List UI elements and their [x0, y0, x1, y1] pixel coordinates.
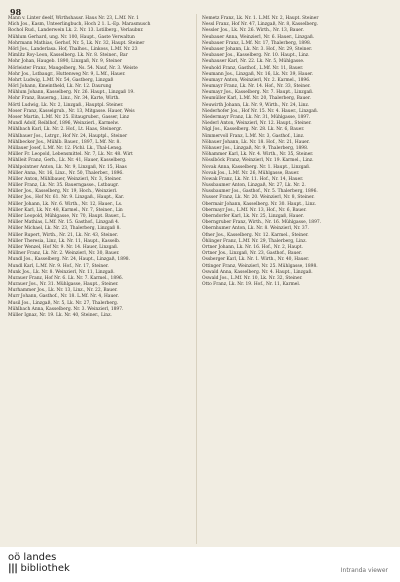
directory-entry: Neumayr Jos., Kasselberg. Nr. 7. Haupt., Linzgaß.	[202, 90, 314, 96]
directory-entry: Neubauer Johann, Lk. Nr. 3. Hof., Nr. 29, Steiner.	[202, 46, 313, 52]
directory-entry: Murauer Franz, Hof Nr. 6. Lk. Nr. 7. Karmel., 1896.	[8, 275, 124, 281]
directory-entry: Mühlbauer Jos., Lstrgr., Hof Nr. 24, Hauptpl., Steiner	[8, 133, 128, 139]
directory-entry: Nessler Jos., Lk. Nr. 26. Wirth., Nr. 13, Bauer.	[202, 28, 304, 34]
logo-line-1: oö landes	[8, 552, 57, 563]
directory-entry: Niedermayr Franz, Lk. Nr. 31, Mühlgasse, 1897.	[202, 115, 311, 120]
directory-entry: Neubauer Jos., Kasselberg. Nr. 10. Haupt., Linz.	[202, 53, 310, 59]
left-column	[8, 16, 198, 319]
directory-entry: Obernhumer Anton, Lk. Nr. 8. Weinzierl, Nr. 37.	[202, 226, 309, 232]
directory-entry: Rochol Rud., Landerwein Lk. 2. Nr. 13. Lstilberg., Verlaubnr.	[8, 28, 144, 34]
directory-entry: Mundl Adolf, Reiblhof, 1896, Weinzierl., Karmelw.	[8, 121, 120, 127]
directory-entry: Nimmervoll Franz, L.Mf. Nr. 3, Gasthof., Linz.	[202, 133, 305, 139]
directory-entry: Müller Fr. Leopold, Lebensmittel. Nr. 7, Lk. Nr. 48. Wirt	[8, 152, 133, 158]
directory-entry: Neubauer Anna, Weinzierl, Nr. 6. Hauer., Linzgaß.	[202, 34, 315, 40]
directory-entry: Nemetz Franz, Lk. Nr. 1. L.Mf. Nr. 2, Haupt. Steiner	[202, 16, 319, 21]
directory-entry: Mörtl Ludwig, Lk. Nr. 2, Linzgaß., Hauptpl. Steiner.	[8, 102, 124, 108]
directory-entry: Mühlbach Karl, Lk. Nr. 2. Hof., Lt. Haas, Steinergr.	[8, 127, 122, 133]
directory-entry: Müller Mathias, L.Mf. Nr. 15. Gasthof., Linzgaß 4.	[8, 220, 120, 226]
directory-entry: Ottinger Franz, Weinzierl, Nr. 25. Mühlgasse, 1898.	[202, 263, 318, 269]
directory-entry: Obermair Johann, Kasselberg. Nr. 30. Haupt., Linz.	[202, 201, 317, 207]
directory-entry: Neumayr Franz, Lk. Nr. 14. Hof., Nr. 33, Steiner.	[202, 84, 311, 90]
right-column	[202, 16, 392, 288]
directory-entry: Murr Johann, Gasthof., Nr. 18. L.Mf. Nr. 4, Hauer.	[8, 294, 119, 300]
directory-entry: Müller Jos., Kasselberg, Nr. 19, Hoch., Weinzierl.	[8, 189, 118, 195]
directory-entry: Mohr Johan, Haugeb. 1890, Linzgaß, Nr. 9, Steiner	[8, 59, 122, 65]
directory-entry: Murhammer Jos., Lk. Nr. 13, Linz., Nr. 22, Bauer.	[8, 288, 118, 294]
directory-entry: Müller Ignaz, Nr. 19. Lk. Nr. 40, Steiner., Linz.	[8, 313, 112, 318]
directory-entry: Mühlum Johann, Kasselberg. Nr. 26. Haupt., Linzgaß 19.	[8, 90, 135, 96]
viewer-label[interactable]: Intranda viewer	[340, 567, 388, 574]
directory-entry: Mühlpointner Anton, Lk. Nr. 9, Linzgaß, Nr. 15, Haas	[8, 164, 127, 170]
directory-entry: Moser Martin, L.Mf. Nr. 25. Eitaugruber., Gasser, Linz	[8, 115, 130, 120]
column-divider	[196, 14, 197, 544]
footer-bar	[0, 547, 400, 582]
directory-entry: Moser Franz, Kasselgrub., Nr. 13, Mitgasse. Hauer, Weis	[8, 108, 135, 114]
directory-entry: Nigl Jos., Kasselberg. Nr. 28. Lk. Nr. 6, Bauer.	[202, 127, 305, 133]
directory-entry: Mich Jos., Kasm, Unteerlingbuch, Hoch 2 1. L.-Ep. Marasmusch	[8, 22, 151, 28]
directory-entry: Oswald Jos., L.Mf. Nr. 10, Lk. Nr. 32, Steiner.	[202, 275, 303, 281]
directory-entry: Mühlbach Anna, Kasselberg. Nr. 3. Weinzierl, 1897.	[8, 306, 124, 312]
directory-entry: Mohr Franz, Bauerng., Linz., Nr. 34, Karte, Wirth.	[8, 96, 120, 102]
directory-entry: Nussbaumer Jos., Gasthof., Nr. 5. Thalerberg, 1896.	[202, 189, 318, 195]
directory-entry: Ofner Jos., Kasselberg. Nr. 12. Karmel., Steiner.	[202, 232, 309, 238]
directory-entry: Mundl Jos., Kasselberg. Nr. 24, Haupt., Linzgaß, 1898.	[8, 257, 130, 263]
directory-entry: Müller Leopold, Mühlgasse, Nr. 70, Haupt. Bauer., L.	[8, 214, 127, 219]
directory-entry: Mühlum Gerhard, ung. Nr. 100, Haupt., Gaste Verwaltun	[8, 34, 135, 40]
directory-entry: Neumüller Karl, L.Mf. Nr. 20, Thalerberg, Bauer.	[202, 96, 311, 102]
directory-entry: Neuhold Franz, Gasthof., L.Mf. Nr. 11, Bauer.	[202, 65, 304, 71]
directory-entry: Obermayr Jos., L.Mf. Nr. 13, Hof., Nr. 6, Bauer.	[202, 207, 307, 213]
directory-entry: Nusser Franz, Lk. Nr. 20. Weinzierl, Nr. 8, Steiner.	[202, 195, 315, 201]
directory-entry: Musil Jos., Linzgaß, Nr. 5, Lk. Nr. 27, Thalerberg.	[8, 300, 119, 306]
logo-line-2: bibliothek	[20, 563, 70, 574]
directory-entry: Müller Anna, Nr. 16, Linz., Nr. 50, Thalerber., 1896.	[8, 170, 124, 176]
directory-entry: Neumayr Anton, Weinzierl, Nr. 2. Karmel., 1896.	[202, 77, 311, 83]
directory-entry: Ortner Johann, Lk. Nr. 16. Hof., Nr. 2, Haupt.	[202, 244, 303, 250]
logo-mark-icon: |||	[8, 563, 18, 574]
directory-entry: Novak Jos., L.Mf. Nr. 26, Mühlgasse, Bauer.	[202, 170, 300, 176]
directory-entry: Mühlleit Franz, Gerh., Lk. Nr. 41, Hauer, Kasselberg.	[8, 158, 127, 164]
directory-entry: Nowak Franz, Lk. Nr. 11. Hof., Nr. 14, Hauer.	[202, 176, 304, 182]
directory-entry: Müllner Franz, Lk. Nr. 2. Weinzierl, Nr. 30, Bauer.	[8, 251, 120, 257]
directory-entry: Öhlinger Franz, L.Mf. Nr. 29, Thalerberg, Linz.	[202, 238, 307, 244]
directory-entry: Müller Johann, Lk. Nr. 6. Wirth., Nr. 12, Hauer., Ls.	[8, 201, 123, 207]
directory-entry: Neuhauser Karl, Nr. 22. Lk. Nr. 5, Mühlgasse.	[202, 59, 305, 65]
directory-entry: Nöhammer Karl, Lk. Nr. 4. Wirth., Nr. 35, Steiner.	[202, 152, 314, 158]
directory-entry: Oberndorfer Karl, Lk. Nr. 25, Linzgaß, Hauer.	[202, 214, 304, 219]
directory-entry: Nöbauer Jos., Linzgaß, Nr. 9, Thalerberg, 1898.	[202, 145, 309, 151]
directory-entry: Müllauer Josef, L.Mf. Nr. 12. Pichl. Lk., Thal-Lensg.	[8, 145, 123, 151]
directory-entry: Oberngruber Franz, Wirth., Nr. 16. Mühlgasse, 1897.	[202, 220, 322, 226]
directory-entry: Mohr Jos., Lstbaugr., Huttenweg Nr. 9, L.Mf., Hauer.	[8, 71, 126, 77]
directory-entry: Müller Jos., Hof Nr. 61. Nr. 9. Linzgaß., Haupt., Kar.	[8, 195, 124, 201]
directory-entry: Ortner Jos., Linzgaß, Nr. 23, Gasthof., Bauer.	[202, 251, 303, 257]
directory-entry: Müller Wenzel, Hof Nr. 9. Nr. 14. Hauer, Linzgaß.	[8, 244, 119, 250]
page-number: 98	[10, 7, 22, 17]
directory-entry: Neuwirth Johann, Lk. Nr. 9, Wirth., Nr. 24, Linz.	[202, 102, 310, 108]
directory-entry: Oswald Anna, Kasselberg. Nr. 4. Haupt., Linzgaß.	[202, 269, 313, 275]
directory-entry: Neumann Jos., Linzgaß, Nr. 16, Lk. Nr. 39, Hauer.	[202, 71, 314, 77]
directory-entry: Nussbaumer Anton, Linzgaß, Nr. 27, Lk. Nr. 2.	[202, 183, 306, 189]
directory-entry: Murauer Jos., Nr. 31. Mühlgasse, Haupt., Steiner.	[8, 282, 119, 288]
directory-entry: Mohrt Ludwig, L.Mf. Nr. 54, Gastberg, Linzgaß	[8, 77, 114, 83]
directory-entry: Müller Rupert, Wirth., Nr. 21, Lk. Nr. 43, Steiner.	[8, 232, 118, 238]
directory-entry: Nessl Franz, Hof Nr. 47, Linzgaß, Nr. 8, Kasselberg.	[202, 22, 319, 28]
directory-entry: Mörl Jos., Landerlasa. Hof, Thalhos., Linkoss, L.Mf. Nr. 23	[8, 46, 138, 52]
library-logo[interactable]	[8, 552, 70, 574]
directory-entry: Müller Karl, Lk. Nr. 48, Karmel., Nr. 7, Steiner., Lin	[8, 207, 123, 213]
directory-entry: Niederl Anton, Weinzierl, Nr. 12. Haupt., Steiner.	[202, 121, 312, 127]
directory-entry: Ossberger Karl, Lk. Nr. 1. Wirth., Nr. 40, Hauer.	[202, 257, 310, 263]
directory-entry: Mimlitz Roy-Leon, Kasselberg. Lk. Nr. 8. Steiner., Bar	[8, 53, 128, 59]
directory-entry: Mundl Karl, L.Mf. Nr. 9. Hof., Nr. 17, Steiner.	[8, 263, 109, 269]
directory-entry: Müller Anton, Mühlbauer, Weinzierl, Nr. 3, Steiner.	[8, 176, 122, 182]
directory-entry: Nösslböck Franz, Weinzierl, Nr. 19. Karmel., Linz.	[202, 158, 314, 164]
directory-entry: Niederhofer Jos., Hof Nr. 15. Nr. 4. Hauer., Linzgaß.	[202, 108, 319, 114]
directory-entry: Otto Franz, Lk. Nr. 19. Hof., Nr. 11, Karmel.	[202, 282, 301, 288]
directory-entry: Müller Franz, Lk. Nr. 35. Bauerngasse., Lstbaugr.	[8, 183, 119, 189]
directory-entry: Nöbauer Johann, Lk. Nr. 18. Hof., Nr. 21, Hauer.	[202, 139, 310, 145]
directory-entry: Müller Theresia, Linz, Lk. Nr. 11, Haupt., Kasselb.	[8, 238, 121, 244]
directory-entry: Neubauer Franz, L.Mf. Nr. 17, Thalerberg, 1898.	[202, 40, 312, 46]
directory-entry: Mörleister Franz, Maugelberg, Ns. 54. Nauf, Nr. 3. Weiste	[8, 65, 138, 71]
directory-entry: Mörl Johann, Kmeintheld, Lk. Nr. 12. Daurung	[8, 84, 112, 90]
directory-entry: Munk Jos., Lk. Nr. 8. Weinzierl, Nr. 11, Linzgaß.	[8, 269, 115, 275]
directory-entry: Novak Anna, Kasselberg. Nr. 1. Haupt., Linzgaß.	[202, 164, 311, 170]
directory-entry: Mann v. Linter deelf, Wirthshausr. Haus Nr. 23, L.Mf. Nr. 1	[8, 16, 139, 21]
directory-entry: Mühlbecker Jos., Mühlb. Bauer., 1897, L.Mf. Nr. 8.	[8, 139, 121, 145]
directory-entry: Müller Michael, Lk. Nr. 23, Thalerberg, Linzgaß 8.	[8, 226, 121, 232]
directory-entry: Mohrmann Mathias, Gerhof, Nr. 5, Lk. Nr. 32, Haupt. Steiner	[8, 40, 145, 46]
